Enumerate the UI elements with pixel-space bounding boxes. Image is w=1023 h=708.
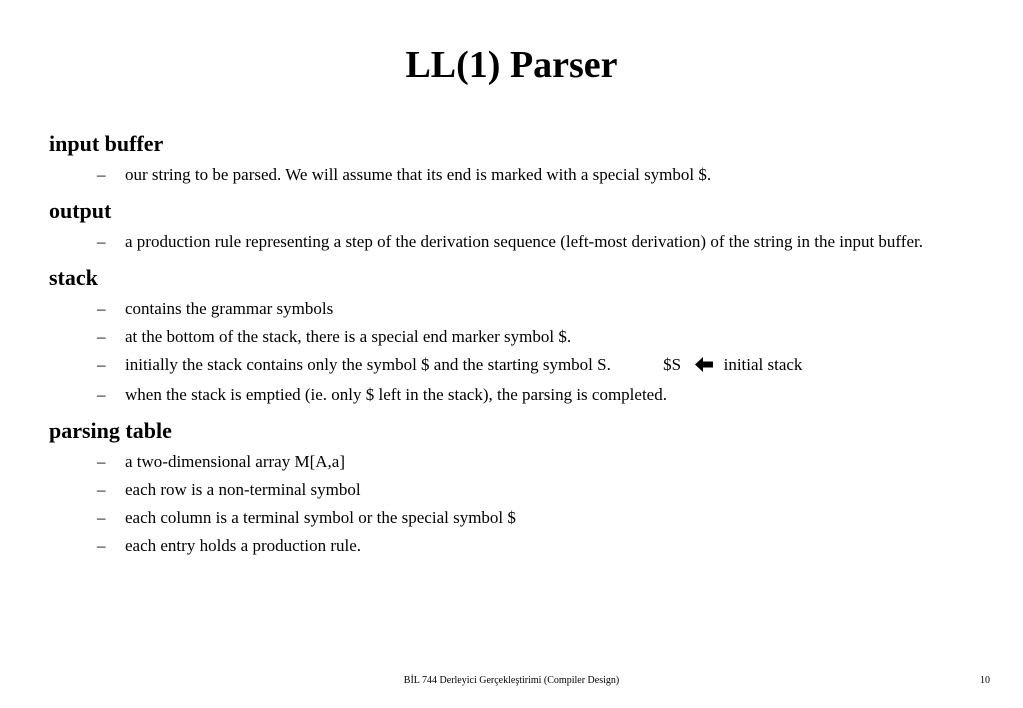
bullet-text: a two-dimensional array M[A,a] [125,452,345,471]
bullet-item [49,353,989,378]
bullet-list [49,163,989,186]
bullet-item [49,163,989,186]
slide-title: LL(1) Parser [405,44,618,86]
initial-stack-note [663,353,802,378]
footer-text: BİL 744 Derleyici Gerçekleştirimi (Compiler Design) [403,675,620,686]
dash-marker: – [97,299,106,318]
bullet-item [49,450,989,473]
section-stack [49,263,989,406]
section-heading: parsing table [49,418,172,443]
bullet-text: our string to be parsed. We will assume that its end is marked with a special symbol $. [125,165,712,184]
initial-stack-label: initial stack [723,355,803,374]
bullet-item [49,297,989,320]
bullet-item [49,230,989,253]
bullet-text: when the stack is emptied (ie. only $ left in the stack), the parsing is completed. [125,385,667,404]
bullet-text: each column is a terminal symbol or the special symbol $ [125,508,516,527]
dash-marker: – [97,385,106,404]
section-heading: output [49,198,112,223]
bullet-text: each entry holds a production rule. [125,536,362,555]
bullet-item [49,325,989,348]
bullet-text: a production rule representing a step of the derivation sequence (left-most derivation) of the string in the input buffer. [125,232,923,251]
section-output [49,196,989,253]
dash-marker: – [97,452,106,471]
dash-marker: – [97,355,106,374]
bullet-text: each row is a non-terminal symbol [125,480,361,499]
section-heading: stack [49,265,98,290]
dash-marker: – [97,508,106,527]
dash-marker: – [97,327,106,346]
arrow-left-icon [695,355,713,378]
slide-content [49,129,989,562]
dash-marker: – [97,165,106,184]
bullet-text: at the bottom of the stack, there is a special end marker symbol $. [125,327,572,346]
section-parsing-table [49,416,989,557]
section-input-buffer [49,129,989,186]
bullet-list [49,450,989,557]
bullet-item [49,478,989,501]
page-number: 10 [980,675,990,686]
bullet-text: initially the stack contains only the symbol $ and the starting symbol S. [125,355,611,374]
initial-stack-symbols: $S [663,355,682,374]
bullet-text: contains the grammar symbols [125,299,334,318]
section-heading: input buffer [49,131,164,156]
bullet-list [49,297,989,406]
bullet-item [49,534,989,557]
bullet-list [49,230,989,253]
bullet-item [49,383,989,406]
bullet-item [49,506,989,529]
dash-marker: – [97,232,106,251]
dash-marker: – [97,480,106,499]
dash-marker: – [97,536,106,555]
